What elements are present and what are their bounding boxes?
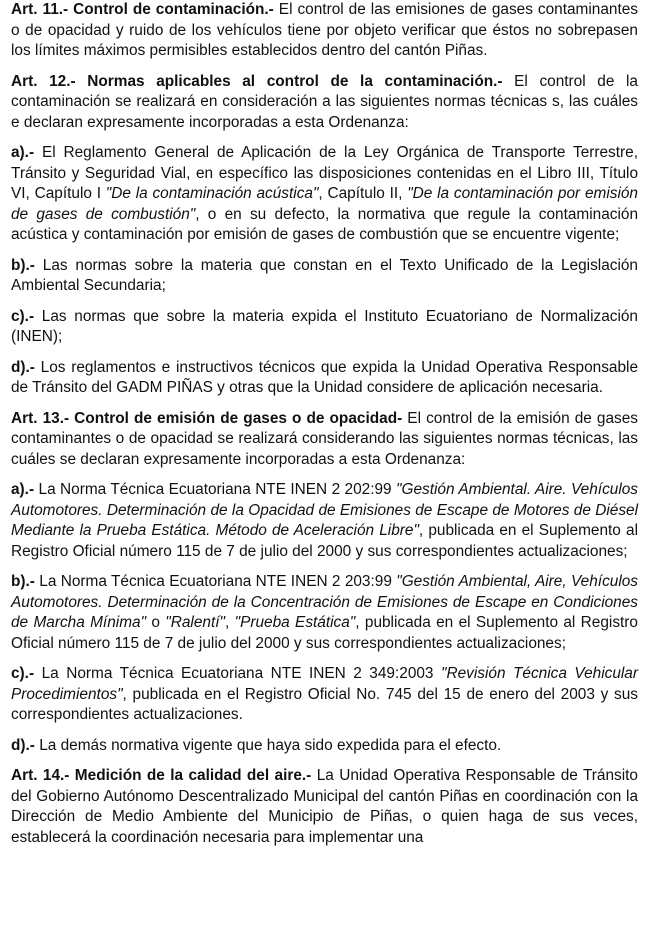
article-12: [11, 72, 638, 134]
article-13-item-a: [11, 480, 638, 562]
item-label: c).-: [11, 665, 35, 682]
item-italic-title: "De la contaminación por emisión de gases de combustión": [11, 185, 638, 223]
item-text: , publicada en el Registro Oficial No. 745 del 15 de enero del 2003 y sus correspondientes actualizaciones.: [11, 685, 638, 723]
article-11-heading: Art. 11.- Control de contaminación.-: [11, 1, 274, 18]
item-label: a).-: [11, 481, 35, 498]
item-text: La Norma Técnica Ecuatoriana NTE INEN 2 349:2003: [34, 665, 442, 682]
article-11: [11, 0, 638, 62]
item-text: La demás normativa vigente que haya sido expedida para el efecto.: [34, 736, 502, 754]
item-text: La Norma Técnica Ecuatoriana NTE INEN 2 203:99: [34, 573, 397, 590]
item-label: d).-: [11, 736, 35, 754]
article-12-item-b: [11, 256, 638, 297]
item-text: Las normas que sobre la materia expida el Instituto Ecuatoriano de Normalización (INEN);: [11, 307, 638, 345]
item-italic-title: "Ralentí": [165, 614, 225, 631]
item-text: o: [146, 614, 166, 631]
article-12-heading: Art. 12.- Normas aplicables al control de la contaminación.-: [11, 72, 503, 90]
article-14: [11, 766, 638, 848]
article-12-item-d: [11, 358, 638, 399]
article-12-item-c: [11, 307, 638, 348]
item-text: Las normas sobre la materia que constan en el Texto Unificado de la Legislación Ambiental Secundaria;: [11, 256, 638, 294]
article-12-text: El control de la contaminación se realizará en consideración a las siguientes normas técnicas s, las cuáles e declaran expresamente incorporadas a esta Ordenanza:: [11, 72, 638, 131]
item-text: La Norma Técnica Ecuatoriana NTE INEN 2 202:99: [34, 481, 397, 498]
article-13-item-b: [11, 572, 638, 654]
article-13-item-d: [11, 736, 638, 757]
item-text: ,: [225, 614, 235, 631]
item-text: El Reglamento General de Aplicación de la Ley Orgánica de Transporte Terrestre, Tránsito y Seguridad Vial, en específico las disposiciones contenidas en el Libro III, Título VI, Capítulo I: [11, 144, 638, 202]
article-13-item-c: [11, 664, 638, 726]
article-14-text: La Unidad Operativa Responsable de Tránsito del Gobierno Autónomo Descentralizado Municipal del cantón Piñas en coordinación con la Dirección de Medio Ambiente del Municipio de Piñas, o quien haga de sus veces, establecerá la coordinación necesaria para implementar una: [11, 767, 638, 846]
item-italic-title: "Prueba Estática": [234, 614, 356, 631]
article-13: [11, 409, 638, 471]
article-13-heading: Art. 13.- Control de emisión de gases o de opacidad-: [11, 409, 403, 427]
article-13-text: El control de la emisión de gases contaminantes o de opacidad se realizará considerando las siguientes normas técnicas, las cuáles se declaran expresamente incorporadas a esta Ordenanza:: [11, 409, 638, 468]
item-label: a).-: [11, 144, 35, 161]
item-italic-title: "Gestión Ambiental, Aire, Vehículos Automotores. Determinación de la Concentración de Emisiones de Escape en Condiciones de Marcha Mínima": [11, 573, 638, 631]
item-text: , Capítulo II,: [318, 185, 408, 202]
item-italic-title: "De la contaminación acústica": [105, 185, 319, 202]
article-11-text: El control de las emisiones de gases contaminantes o de opacidad y ruido de los vehículos tiene por objeto verificar que éstos no sobrepasen los límites máximos permisibles establecidos dentro del cantón Piñas.: [11, 1, 638, 59]
item-text: , o en su defecto, la normativa que regule la contaminación acústica y contaminación por emisión de gases de combustión que se encuentre vigente;: [11, 205, 639, 243]
item-text: Los reglamentos e instructivos técnicos que expida la Unidad Operativa Responsable de Tránsito del GADM PIÑAS y otras que la Unidad considere de aplicación necesaria.: [11, 358, 638, 396]
item-label: c).-: [11, 307, 35, 325]
item-text: , publicada en el Suplemento al Registro Oficial número 115 de 7 de julio del 2000 y sus correspondientes actualizaciones;: [11, 614, 638, 652]
item-label: b).-: [11, 256, 35, 274]
item-italic-title: "Gestión Ambiental. Aire. Vehículos Automotores. Determinación de la Opacidad de Emisiones de Escape de Motores de Diésel Mediante la Prueba Estática. Método de Aceleración Libre": [11, 481, 639, 539]
item-label: d).-: [11, 358, 35, 376]
item-text: , publicada en el Suplemento al Registro Oficial número 115 de 7 de julio del 2000 y sus correspondientes actualizaciones;: [11, 522, 638, 560]
item-italic-title: "Revisión Técnica Vehicular Procedimientos": [11, 665, 638, 703]
article-12-item-a: [11, 143, 638, 246]
item-label: b).-: [11, 573, 35, 590]
article-14-heading: Art. 14.- Medición de la calidad del aire.-: [11, 767, 312, 784]
